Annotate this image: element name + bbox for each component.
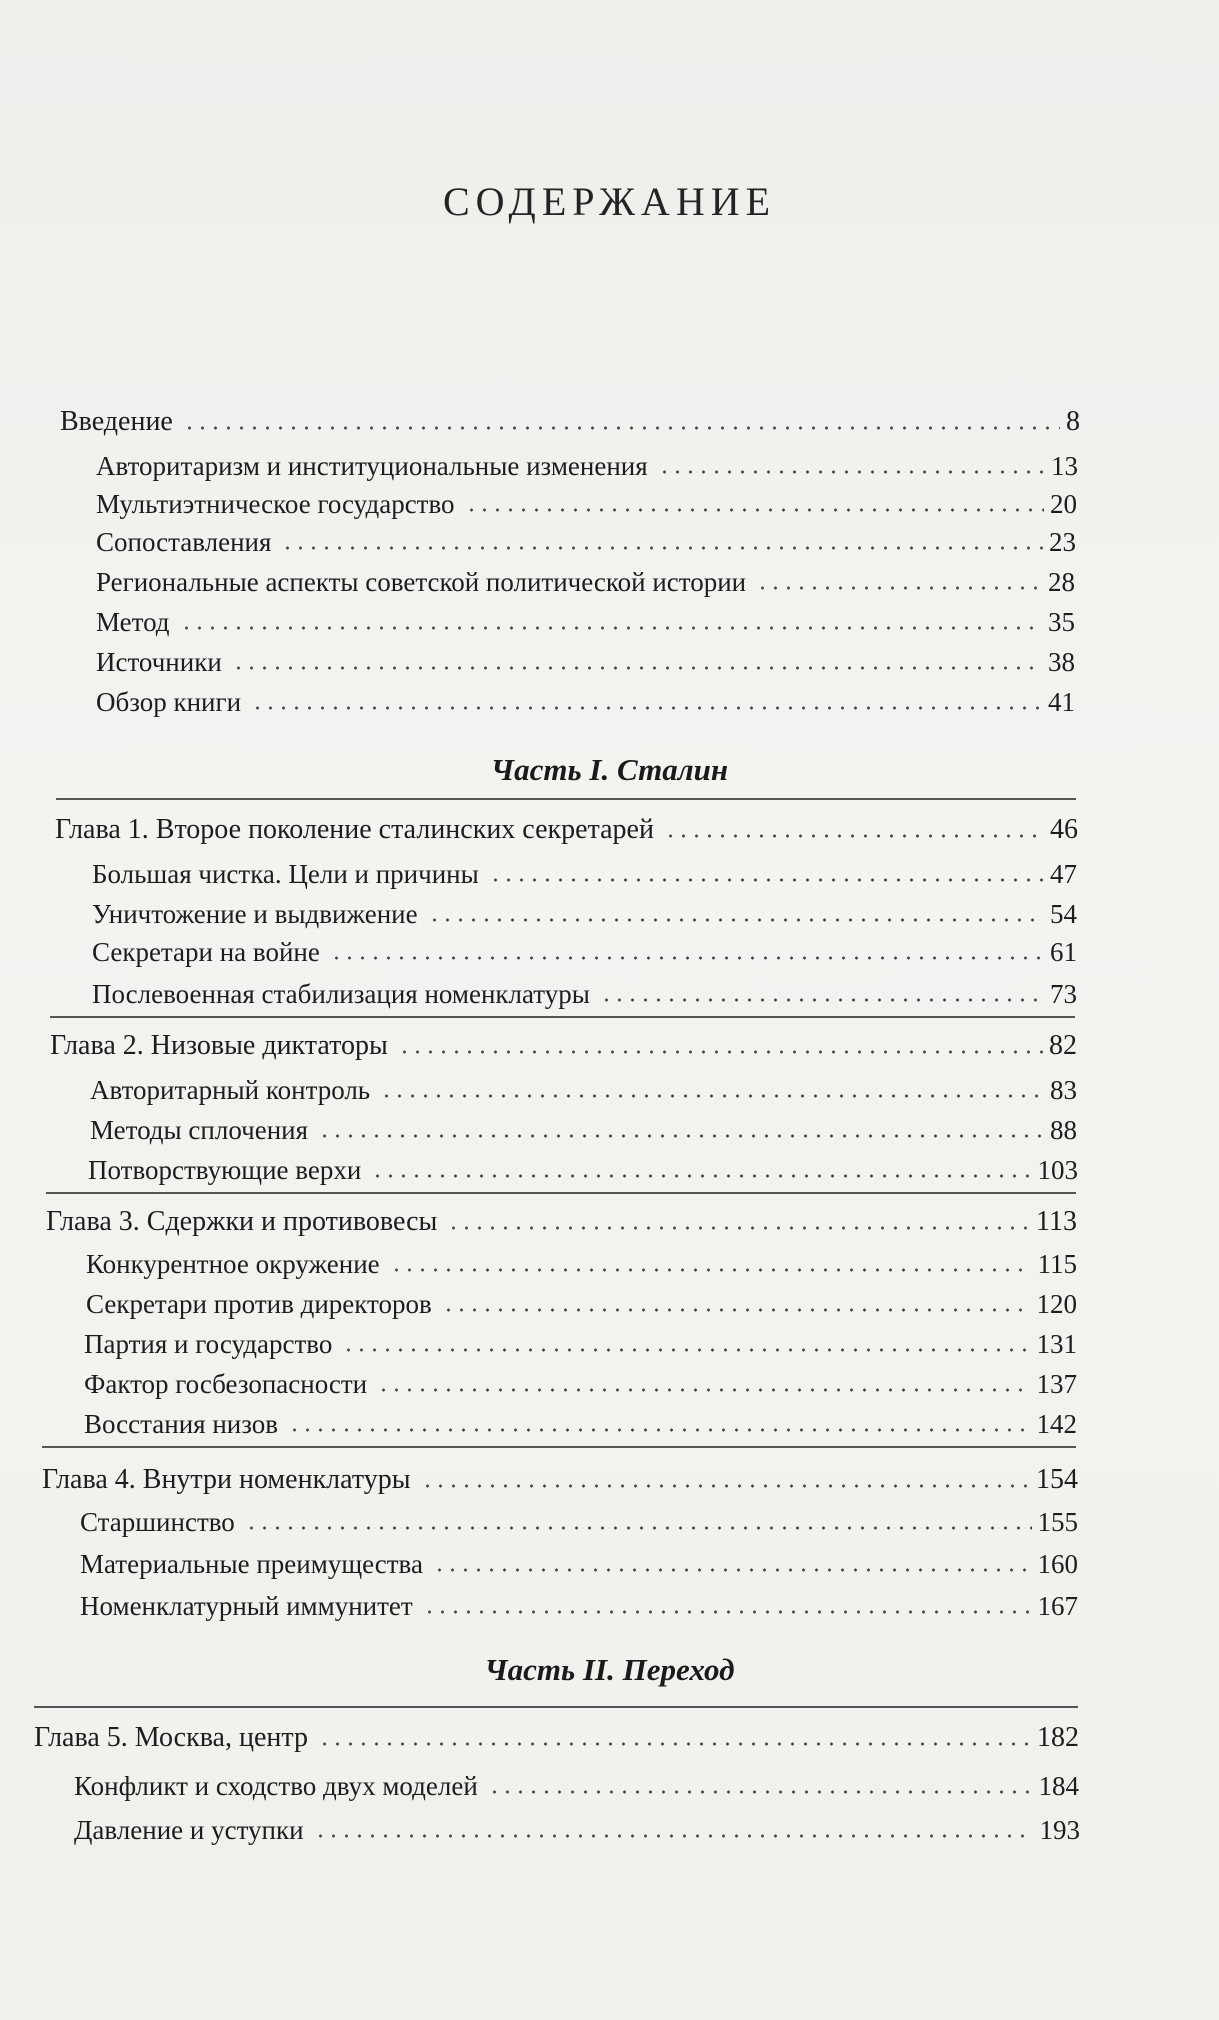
toc-entry-label: Послевоенная стабилизация номенклатуры [92,979,590,1009]
toc-subentry[interactable] [90,1106,1077,1146]
toc-page-number: 20 [1050,489,1077,519]
toc-subentry[interactable] [96,638,1075,678]
dot-leader [251,706,1042,710]
dot-leader [398,1050,1043,1054]
toc-page-number: 82 [1049,1030,1077,1061]
toc-subentry[interactable] [80,1498,1078,1538]
dot-leader [281,546,1043,550]
toc-page-number: 115 [1037,1249,1077,1279]
toc-page-number: 193 [1039,1815,1080,1845]
toc-page-number: 61 [1050,937,1077,967]
toc-page-number: 54 [1050,899,1077,929]
dot-leader [421,1484,1030,1488]
dot-leader [447,1226,1030,1230]
toc-subentry[interactable] [96,442,1078,482]
toc-entry-label: Региональные аспекты советской политической истории [96,567,747,597]
toc-page-number: 47 [1050,859,1077,889]
toc-entry-label: Источники [96,647,222,677]
toc-entry-label: Глава 5. Москва, центр [34,1722,308,1753]
toc-entry-label: Уничтожение и выдвижение [92,899,418,929]
toc-entry-label: Секретари против директоров [86,1289,432,1319]
part-heading: Часть II. Переход [484,1652,735,1687]
dot-leader [488,1790,1033,1794]
toc-page-number: 28 [1048,567,1075,597]
section-rule [50,1016,1075,1018]
toc-page-number: 154 [1036,1464,1078,1495]
toc-entry-label: Фактор госбезопасности [84,1369,368,1399]
toc-page-number: 8 [1066,406,1080,437]
toc-page-number: 38 [1048,647,1075,677]
dot-leader [465,508,1044,512]
toc-entry-label: Партия и государство [84,1329,333,1359]
toc-subentry[interactable] [80,1582,1078,1622]
toc-page-number: 103 [1037,1155,1078,1185]
dot-leader [390,1268,1032,1272]
page-title: СОДЕРЖАНИЕ [442,179,777,224]
toc-page-number: 137 [1036,1369,1077,1399]
dot-leader [423,1610,1032,1614]
dot-leader [489,878,1044,882]
toc-entry-chapter-2[interactable] [50,1022,1077,1062]
toc-subentry[interactable] [74,1762,1079,1802]
toc-subentry[interactable] [84,1400,1077,1440]
toc-page-number: 182 [1037,1722,1079,1753]
toc-entry-label: Введение [60,406,173,437]
toc-entry-intro[interactable] [60,398,1080,438]
toc-page-number: 142 [1036,1409,1077,1439]
section-rule [34,1706,1078,1708]
toc-page-number: 113 [1036,1206,1077,1237]
toc-subentry[interactable] [92,928,1077,968]
toc-entry-label: Восстания низов [84,1409,278,1439]
dot-leader [377,1388,1030,1392]
dot-leader [288,1428,1031,1432]
toc-page-number: 83 [1050,1075,1077,1105]
dot-leader [380,1094,1044,1098]
toc-entry-label: Сопоставления [96,527,272,557]
dot-leader [318,1742,1031,1746]
part-heading: Часть I. Сталин [490,752,729,787]
dot-leader [664,834,1044,838]
dot-leader [330,956,1044,960]
toc-subentry[interactable] [86,1280,1077,1320]
toc-entry-chapter-5[interactable] [34,1714,1079,1754]
toc-entry-label: Большая чистка. Цели и причины [92,859,479,889]
section-rule [46,1192,1076,1194]
toc-page-number: 167 [1037,1591,1078,1621]
toc-page-number: 35 [1048,607,1075,637]
toc-entry-label: Обзор книги [96,687,242,717]
dot-leader [428,918,1044,922]
dot-leader [371,1174,1031,1178]
toc-entry-chapter-3[interactable] [46,1198,1077,1238]
toc-subentry[interactable] [92,890,1077,930]
dot-leader [318,1134,1044,1138]
toc-page-number: 155 [1037,1507,1078,1537]
toc-entry-label: Глава 3. Сдержки и противовесы [46,1206,438,1237]
toc-page-number: 13 [1051,451,1078,481]
toc-subentry[interactable] [96,558,1075,598]
toc-page-number: 120 [1036,1289,1077,1319]
toc-page-number: 73 [1050,979,1077,1009]
toc-page-number: 23 [1049,527,1076,557]
toc-page-number: 131 [1036,1329,1077,1359]
toc-subentry[interactable] [96,480,1077,520]
toc-subentry[interactable] [96,678,1075,718]
section-rule [56,798,1076,800]
toc-entry-label: Метод [96,607,170,637]
toc-entry-label: Номенклатурный иммунитет [80,1591,413,1621]
toc-entry-label: Мультиэтническое государство [96,489,455,519]
toc-entry-label: Потворствующие верхи [88,1155,362,1185]
dot-leader [245,1526,1032,1530]
toc-entry-label: Глава 2. Низовые диктаторы [50,1030,388,1061]
toc-subentry[interactable] [90,1066,1077,1106]
dot-leader [442,1308,1031,1312]
toc-subentry[interactable] [92,850,1077,890]
toc-entry-label: Конкурентное окружение [86,1249,380,1279]
toc-entry-label: Глава 4. Внутри номенклатуры [42,1464,411,1495]
toc-subentry[interactable] [74,1806,1080,1846]
dot-leader [180,626,1042,630]
toc-subentry[interactable] [86,1240,1077,1280]
dot-leader [183,426,1060,430]
toc-entry-label: Конфликт и сходство двух моделей [74,1771,478,1801]
toc-page-number: 41 [1048,687,1075,717]
dot-leader [342,1348,1030,1352]
dot-leader [600,998,1044,1002]
toc-entry-label: Авторитарный контроль [90,1075,371,1105]
dot-leader [433,1568,1032,1572]
toc-subentry[interactable] [92,970,1077,1010]
toc-page-number: 184 [1038,1771,1079,1801]
toc-entry-label: Давление и уступки [74,1815,304,1845]
toc-entry-label: Старшинство [80,1507,235,1537]
toc-entry-label: Секретари на войне [92,937,320,967]
toc-page-number: 160 [1037,1549,1078,1579]
toc-page-number: 46 [1050,814,1078,845]
toc-subentry[interactable] [84,1320,1077,1360]
toc-page-number: 88 [1050,1115,1077,1145]
section-rule [42,1446,1076,1448]
toc-entry-label: Глава 1. Второе поколение сталинских секретарей [55,814,654,845]
dot-leader [756,586,1042,590]
dot-leader [658,470,1045,474]
dot-leader [314,1834,1034,1838]
toc-subentry[interactable] [88,1146,1078,1186]
toc-subentry[interactable] [84,1360,1077,1400]
toc-subentry[interactable] [80,1540,1078,1580]
toc-entry-chapter-1[interactable] [55,806,1078,846]
toc-subentry[interactable] [96,518,1076,558]
dot-leader [232,666,1042,670]
toc-subentry[interactable] [96,598,1075,638]
toc-entry-label: Методы сплочения [90,1115,309,1145]
toc-entry-label: Материальные преимущества [80,1549,423,1579]
toc-entry-chapter-4[interactable] [42,1456,1078,1496]
toc-entry-label: Авторитаризм и институциональные изменения [96,451,648,481]
